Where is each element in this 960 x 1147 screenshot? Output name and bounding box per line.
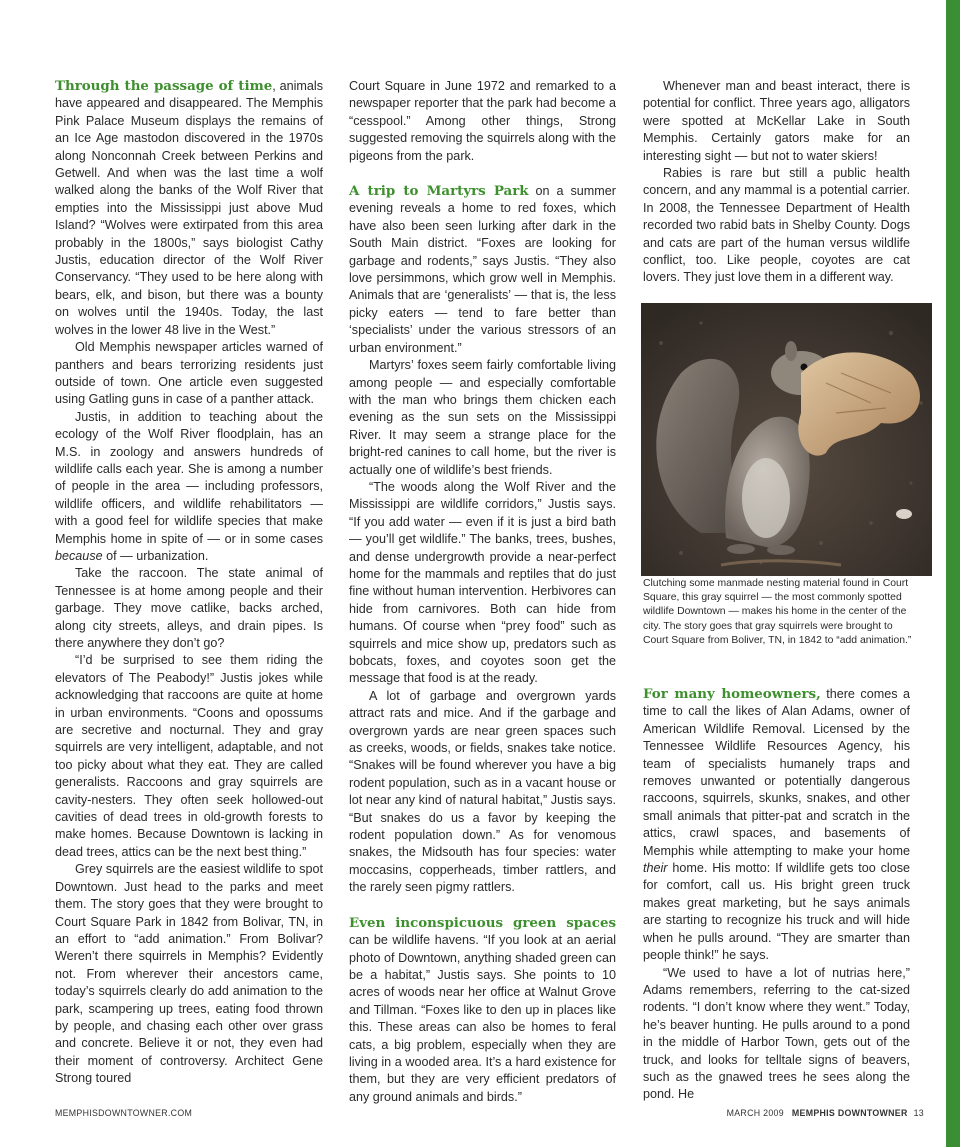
paragraph: “I’d be surprised to see them riding the elevators of The Peabody!” Justis jokes while acknowledging that raccoons are quite at home in urban environments. “Coons and opossums are secretive and nocturnal. They and gray squirrels are very intelligent, adaptable, and not too picky about what they eat. They are called generalists. Raccoons and gray squirrels are cavity-nesters. They often seek hollowed-out cavities of dead trees in old-growth forests to make homes. Because Downtown is lacking in dead trees, attics can be the next best thing.” <box>55 653 323 859</box>
page-number: 13 <box>913 1108 924 1118</box>
article-column-1 <box>55 78 323 1088</box>
paragraph: Old Memphis newspaper articles warned of panthers and bears terrorizing residents just outside of town. One article even suggested using Gatling guns in case of a panther attack. <box>55 340 323 407</box>
lead-in-heading: Even inconspicuous green spaces <box>349 914 616 931</box>
paragraph: Grey squirrels are the easiest wildlife to spot Downtown. Just head to the parks and meet them. The story goes that they were brought to Court Square Park in 1842 from Bolivar, TN, in an effort to “add animation.” From Bolivar? Weren’t there squirrels in Memphis? Evidently not. From wherever their ancestors came, today’s squirrels clearly do add animation to the park, scampering up trees, eating food thrown by people, and chasing each other over grass and concrete. Believe it or not, they even had their moment of controversy. Architect Gene Strong toured <box>55 862 323 1086</box>
paragraph: Whenever man and beast interact, there is potential for conflict. Three years ago, alligators were spotted at McKellar Lake in South Memphis. Certainly gators make for an interesting sight — but not to water skiers! <box>643 79 910 163</box>
footer-issue-date: MARCH 2009 <box>726 1108 784 1118</box>
paragraph: For many homeowners, there comes a time to call the likes of Alan Adams, owner of American Wildlife Removal. Licensed by the Tennessee Wildlife Resources Agency, his team of specialists humanely traps and removes unwanted or potentially dangerous raccoons, squirrels, skunks, snakes, and other small animals that pitter-pat and scratch in the attics, crawl spaces, and basements of Memphis while attempting to make your home their home. His motto: If wildlife gets too close for comfort, call us. His bright green truck makes great marketing, but he says animals are starting to recognize his truck and will hide when he pulls around. “They are smarter than people think!” he says. <box>643 686 910 963</box>
paragraph: A trip to Martyrs Park on a summer evening reveals a home to red foxes, which have also been seen lurking after dark in the South Main district. “Foxes are looking for garbage and rodents,” says Justis. “They also love persimmons, which grow well in Memphis. Animals that are ‘generalists’ — that is, the less picky eaters — tend to fare better than ‘specialists’ under the various stressors of an urban environment.” <box>349 183 616 355</box>
paragraph: A lot of garbage and overgrown yards attract rats and mice. And if the garbage and overgrown yards are near green spaces such as creeks, woods, or fields, snakes take notice. “Snakes will be found wherever you have a big rodent population, such as in a vacant house or lot near any kind of natural habitat,” Justis says. “But snakes do us a favor by keeping the rodent population down.” As for venomous snakes, the Midsouth has four species: water moccasins, copperheads, timber rattlers, and the rarely seen pigmy rattlers. <box>349 688 616 895</box>
lead-in-heading: For many homeowners, <box>643 686 821 702</box>
paragraph: “We used to have a lot of nutrias here,” Adams remembers, referring to the cat-sized rodents. “I don’t know where they went.” Today, he’s beaver hunting. He pulls around to a pond in the middle of Harbor Town, gets out of the truck, and looks for telltale signs of beavers, such as the gnawed trees he sees along the pond. He <box>643 965 910 1102</box>
footer-magazine-name: MEMPHIS DOWNTOWNER <box>791 1108 908 1118</box>
paragraph: Martyrs’ foxes seem fairly comfortable living among people — and especially comfortable with the man who brings them chicken each evening as the sun sets on the Mississippi River. It may seem a strange place for the bright-red canines to call home, but the river is actually one of wildlife’s best friends. <box>349 358 616 477</box>
paragraph: Through the passage of time, animals have appeared and disappeared. The Memphis Pink Palace Museum displays the remains of an Ice Age mastodon discovered in the 1970s along Nonconnah Creek between Perkins and Getwell. And when was the last time a wolf walked along the banks of the Wolf River that empties into the Mississippi just above Mud Island? “Wolves were extirpated from this area probably in the 1800s,” says biologist Cathy Justis, education director of the Wolf River Conservancy. “They used to be here along with bears, elk, and bison, but there was a bounty on wolves until the 1940s. Today, the last wolves in the lower 48 live in the West.” <box>55 78 323 337</box>
squirrel-photo <box>641 303 932 576</box>
article-column-2 <box>349 78 616 1106</box>
squirrel-illustration <box>641 303 932 576</box>
page-edge-green-bar <box>946 0 960 1147</box>
photo-caption: Clutching some manmade nesting material found in Court Square, this gray squirrel — the most commonly spotted wildlife Downtown — makes his home in the center of the city. The story goes that gray squirrels were brought to Court Square from Boliver, TN, in 1842 to “add animation.” <box>643 578 912 646</box>
footer-website: MEMPHISDOWNTOWNER.COM <box>55 1108 193 1118</box>
lead-in-heading: A trip to Martyrs Park <box>349 183 529 200</box>
paragraph: Justis, in addition to teaching about the ecology of the Wolf River floodplain, has an M.S. in zoology and answers hundreds of wildlife calls each year. She is among a number of people in the area — including professors, wildlife officers, and wildlife rehabilitators — with a good feel for wildlife species that make Memphis home in spite of — or in some cases because of — urbanization. <box>55 409 323 563</box>
paragraph: “The woods along the Wolf River and the Mississippi are wildlife corridors,” Justis says. “If you add water — even if it is just a bird bath — you’ll get wildlife.” The banks, trees, bushes, and dense undergrowth provide a near-perfect home for the mammals and reptiles that do just fine without human intervention. Herbivores can hide from carnivores. Both can hide from humans. Of course when “prey food” such as squirrels and mice show up, predators such as bobcats, foxes, and coyotes soon get the message that food is at the ready. <box>349 479 616 686</box>
lead-in-heading: Through the passage of time <box>55 78 273 94</box>
paragraph: Even inconspicuous green spaces can be wildlife havens. “If you look at an aerial photo of Downtown, anything shaded green can be a habitat,” Justis says. She points to 10 acres of woods near her office at Walnut Grove and Tillman. “Foxes like to den up in places like this. These areas can also be homes to feral cats, a big problem, especially when they are living in a wooded area. It’s a hard existence for them, but they are very efficient predators of any ground animals and birds.” <box>349 914 616 1104</box>
paragraph: Court Square in June 1972 and remarked to a newspaper reporter that the park had become a “cesspool.” Among other things, Strong suggested removing the squirrels along with the pigeons from the park. <box>349 79 616 163</box>
paragraph: Rabies is rare but still a public health concern, and any mammal is a potential carrier. In 2008, the Tennessee Department of Health recorded two rabid bats in Shelby County. Dogs and cats are part of the human versus wildlife conflict, too. Like people, coyotes are cat lovers. They just love them in a different way. <box>643 166 910 285</box>
article-column-3-bottom <box>643 686 910 1104</box>
article-column-3-top <box>643 78 910 287</box>
footer-folio <box>727 1108 924 1118</box>
paragraph: Take the raccoon. The state animal of Tennessee is at home among people and their garbage. They move catlike, backs arched, along city streets, alleys, and drain pipes. Is there anywhere they don’t go? <box>55 566 323 650</box>
